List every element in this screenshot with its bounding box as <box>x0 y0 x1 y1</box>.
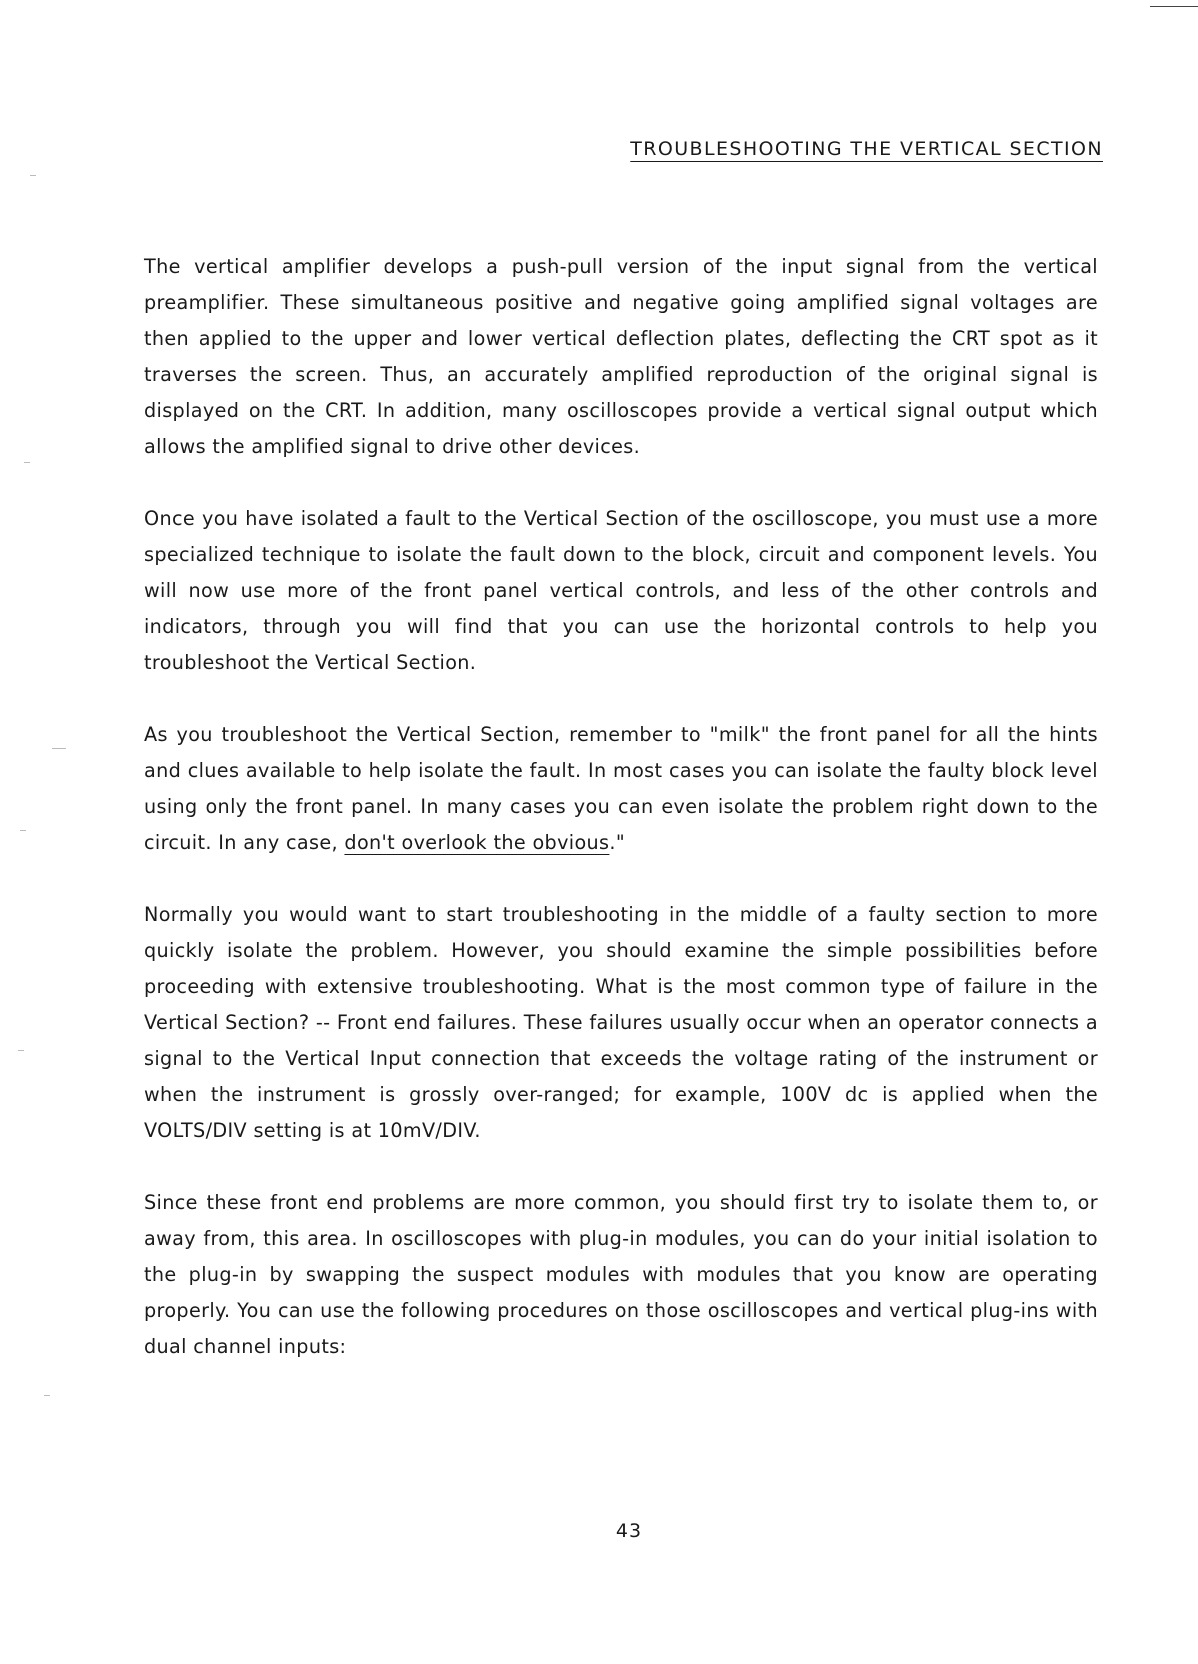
page-number: 43 <box>615 1520 643 1542</box>
scan-speck <box>24 462 30 463</box>
scan-speck <box>18 1050 24 1051</box>
paragraph-milk-front-panel <box>144 717 1098 861</box>
paragraph-vertical-amplifier: The vertical amplifier develops a push-pull version of the input signal from the vertical preamplifier. These simultaneous positive and negative going amplified signal voltages are then applied to the upper and lower vertical deflection plates, deflecting the CRT spot as it traverses the screen. Thus, an accurately amplified reproduction of the original signal is displayed on the CRT. In addition, many oscilloscopes provide a vertical signal output which allows the amplified signal to drive other devices. <box>144 255 1098 458</box>
scan-speck <box>30 175 36 176</box>
scan-speck <box>52 748 66 749</box>
body-text <box>144 249 1098 1401</box>
underlined-phrase: don't overlook the obvious <box>344 831 610 854</box>
scan-speck <box>44 1395 50 1396</box>
paragraph-isolating-fault: Once you have isolated a fault to the Vertical Section of the oscilloscope, you must use a more specialized technique to isolate the fault down to the block, circuit and component levels. You will now use more of the front panel vertical controls, and less of the other controls and indicators, through you will find that you can use the horizontal controls to help you troubleshoot the Vertical Section. <box>144 507 1098 674</box>
corner-rule <box>1150 6 1198 7</box>
section-heading: TROUBLESHOOTING THE VERTICAL SECTION <box>630 138 1103 160</box>
paragraph-front-end-failures: Normally you would want to start troubleshooting in the middle of a faulty section to more quickly isolate the problem. However, you should examine the simple possibilities before proceeding with extensive troubleshooting. What is the most common type of failure in the Vertical Section? -- Front end failures. These failures usually occur when an operator connects a signal to the Vertical Input connection that exceeds the voltage rating of the instrument or when the instrument is grossly over-ranged; for example, 100V dc is applied when the VOLTS/DIV setting is at 10mV/DIV. <box>144 903 1098 1142</box>
paragraph-plug-in-modules: Since these front end problems are more common, you should first try to isolate them to, or away from, this area. In oscilloscopes with plug-in modules, you can do your initial isolation to the plug-in by swapping the suspect modules with modules that you know are operating properly. You can use the following procedures on those oscilloscopes and vertical plug-ins with dual channel inputs: <box>144 1191 1098 1358</box>
paragraph-text: As you troubleshoot the Vertical Section, remember to "milk" the front panel for all the hints and clues available to help isolate the fault. In most cases you can isolate the faulty block level using only the front panel. In many cases you can even isolate the problem right down to the circuit. In any case, <box>144 723 1098 854</box>
scan-speck <box>20 830 26 831</box>
paragraph-text: ." <box>609 831 626 854</box>
